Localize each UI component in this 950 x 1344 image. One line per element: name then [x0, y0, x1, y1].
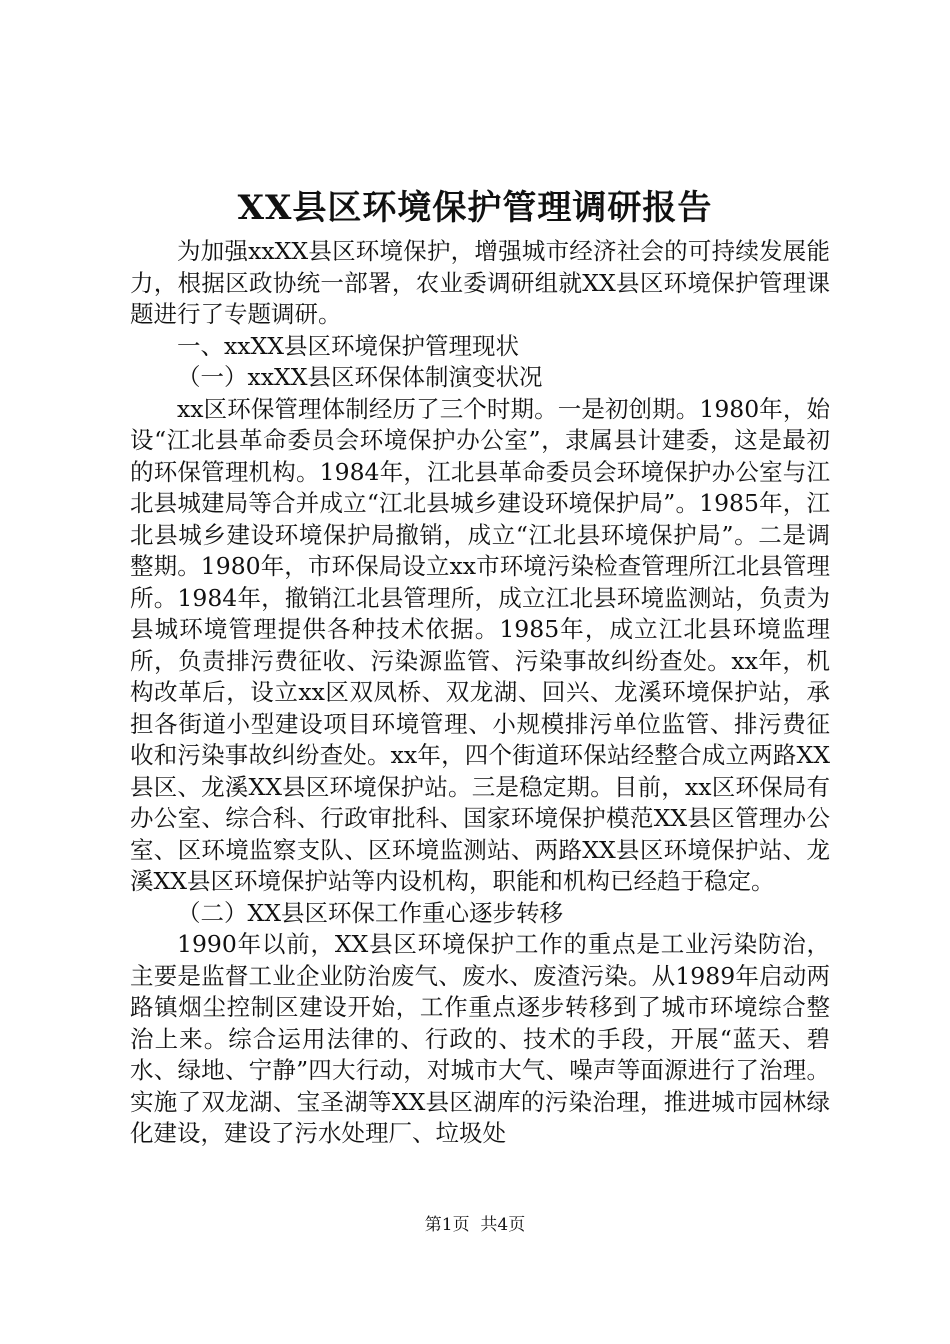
subsection-heading-2: （二）XX县区环保工作重心逐步转移	[177, 898, 563, 927]
paragraph-intro: 为加强xxXX县区环境保护，增强城市经济社会的可持续发展能力，根据区政协统一部署，农业委调研组就XX县区环境保护管理课题进行了专题调研。	[130, 237, 830, 328]
section-heading-1: 一、xxXX县区环境保护管理现状	[177, 331, 519, 360]
paragraph-focus-shift: 1990年以前，XX县区环境保护工作的重点是工业污染防治，主要是监督工业企业防治废气、废水、废渣污染。从1989年启动两路镇烟尘控制区建设开始，工作重点逐步转移到了城市环境综合整治上来。综合运用法律的、行政的、技术的手段，开展“蓝天、碧水、绿地、宁静”四大行动，对城市大气、噪声等面源进行了治理。实施了双龙湖、宝圣湖等XX县区湖库的污染治理，推进城市园林绿化建设，建设了污水处理厂、垃圾处	[130, 930, 830, 1147]
document-title: XX县区环境保护管理调研报告	[237, 188, 713, 228]
document-body	[130, 236, 830, 1150]
subsection-heading-1: （一）xxXX县区环保体制演变状况	[177, 363, 543, 391]
page-footer: 第1页 共4页	[424, 1215, 526, 1235]
paragraph-history: xx区环保管理体制经历了三个时期。一是初创期。1980年，始设“江北县革命委员会环境保护办公室”，隶属县计建委，这是最初的环保管理机构。1984年，江北县革命委员会环境保护办公室与江北县城建局等合并成立“江北县城乡建设环境保护局”。1985年，江北县城乡建设环境保护局撤销，成立“江北县环境保护局”。二是调整期。1980年，市环保局设立xx市环境污染检查管理所江北县管理所。1984年，撤销江北县管理所，成立江北县环境监测站，负责为县城环境管理提供各种技术依据。1985年，成立江北县环境监理所，负责排污费征收、污染源监管、污染事故纠纷查处。xx年，机构改革后，设立xx区双凤桥、双龙湖、回兴、龙溪环境保护站，承担各街道小型建设项目环境管理、小规模排污单位监管、排污费征收和污染事故纠纷查处。xx年，四个街道环保站经整合成立两路XX县区、龙溪XX县区环境保护站。三是稳定期。目前，xx区环保局有办公室、综合科、行政审批科、国家环境保护模范XX县区管理办公室、区环境监察支队、区环境监测站、两路XX县区环境保护站、龙溪XX县区环境保护站等内设机构，职能和机构已经趋于稳定。	[130, 394, 830, 895]
